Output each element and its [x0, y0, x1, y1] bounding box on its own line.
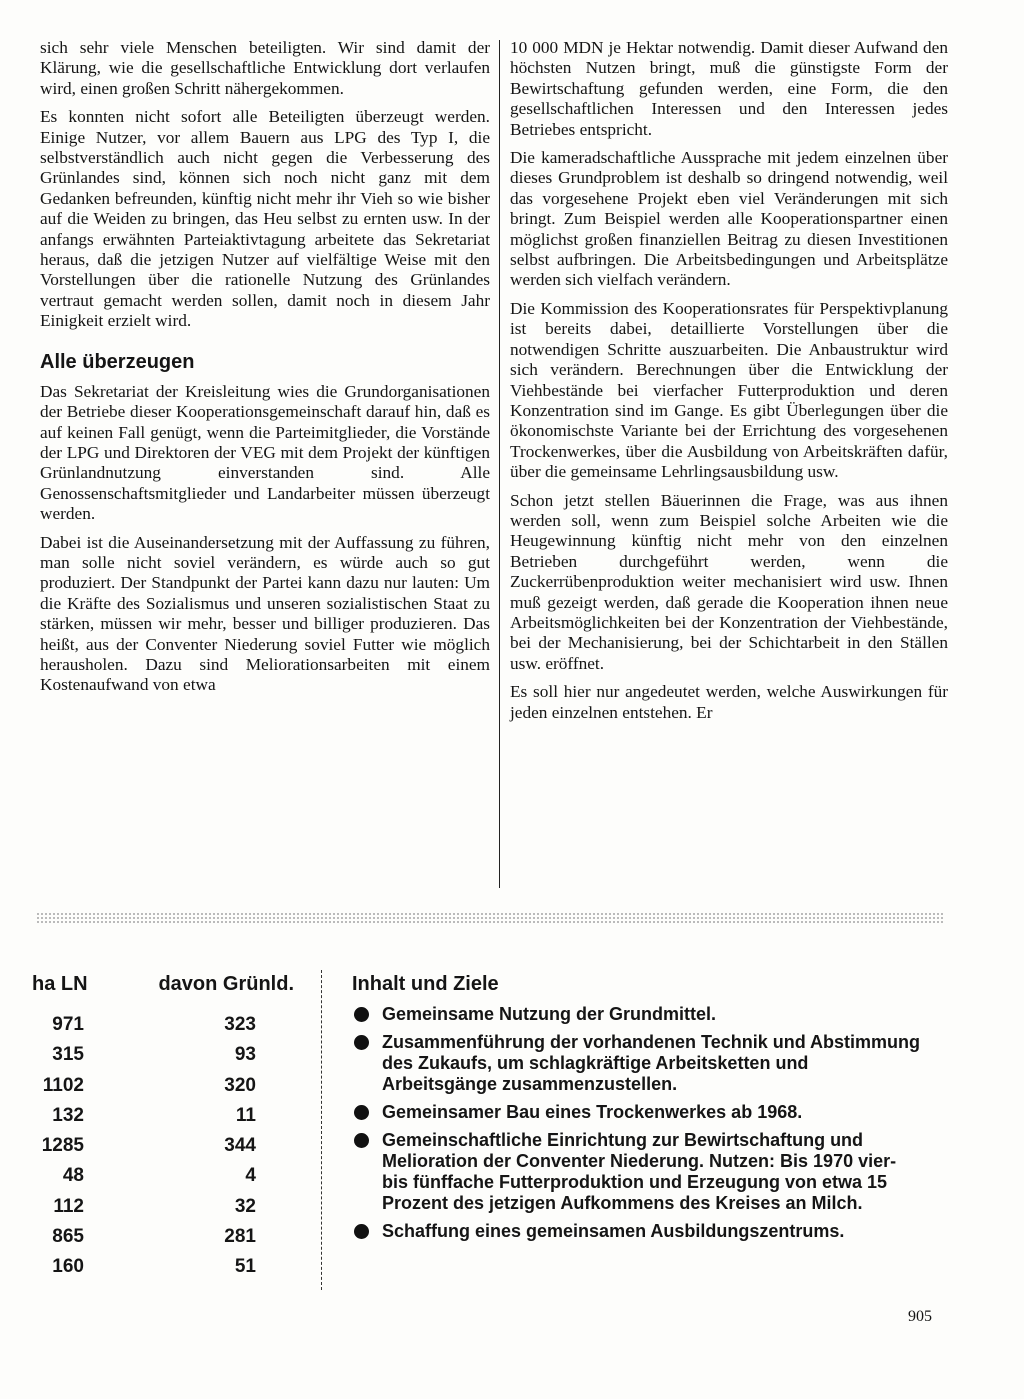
goal-text: Zusammenführung der vorhandenen Technik und Abstimmung des Zukaufs, um schlagkräftige Arbeitsketten und Arbeitsgänge zusammenzustellen.: [382, 1032, 921, 1094]
paragraph: Das Sekretariat der Kreisleitung wies die Grundorganisationen der Betriebe dieser Kooperationsgemeinschaft darauf hin, daß es auf keinen Fall genügt, wenn die Parteimitglieder, die Vorstände der LPG und Direktoren der VEG mit dem Projekt der künftigen Grünlandnutzung einverstanden sind. Alle Genossenschaftsmitglieder und Landarbeiter müssen überzeugt werden.: [40, 381, 490, 524]
cell-gruenland: 344: [224, 1135, 256, 1157]
table-row: [32, 1131, 294, 1161]
cell-ha-ln: 865: [52, 1226, 84, 1248]
header-ha-ln: ha LN: [32, 973, 88, 995]
header-gruenland: davon Grünld.: [158, 973, 294, 995]
table-row: [32, 1040, 294, 1070]
cell-ha-ln: 1285: [41, 1135, 84, 1157]
bullet-icon: [354, 1133, 369, 1148]
cell-gruenland: 4: [245, 1165, 256, 1187]
table-row: [32, 1192, 294, 1222]
bullet-icon: [354, 1007, 369, 1022]
table-row: [32, 1010, 294, 1040]
column-divider: [499, 40, 500, 888]
section-heading: Alle überzeugen: [40, 350, 195, 373]
bullet-icon: [354, 1105, 369, 1120]
cell-ha-ln: 315: [52, 1044, 84, 1066]
cell-gruenland: 281: [224, 1226, 256, 1248]
goals-box: [352, 970, 924, 1249]
goals-title: Inhalt und Ziele: [352, 973, 499, 995]
cell-gruenland: 32: [234, 1195, 256, 1217]
paragraph: Es konnten nicht sofort alle Beteiligten überzeugt werden. Einige Nutzer, vor allem Bauern aus LPG des Typ I, die selbstverständlich auch nicht gegen die Verbesserung des Grünlandes sind, können sich noch nicht ganz mit dem Gedanken befreunden, künftig nicht mehr ihr Vieh so wie bisher auf die Weiden zu bringen, das Heu selbst zu ernten usw. In der anfangs erwähnten Parteiaktivtagung arbeitete das Sekretariat heraus, daß die jetzigen Nutzer auf vielfältige Weise mit den Vorstellungen über die rationelle Nutzung des Grünlandes vertraut gemacht werden sollen, damit noch in diesem Jahr Einigkeit erzielt wird.: [40, 107, 490, 331]
right-text-column: [510, 38, 948, 731]
cell-ha-ln: 971: [52, 1014, 84, 1035]
table-row: [32, 1101, 294, 1131]
paragraph: Dabei ist die Auseinandersetzung mit der Auffassung zu führen, man solle nicht soviel verändern, es würde auch so gut produziert. Der Standpunkt der Partei kann dazu nur lauten: Um die Kräfte des Sozialismus und unseren sozialistischen Staat zu stärken, müssen wir mehr, besser und billiger produzieren. Das heißt, aus der Conventer Niederung soviel Futter wie möglich herausholen. Dazu sind Meliorationsarbeiten mit einem Kostenaufwand von etwa: [40, 532, 490, 695]
cell-gruenland: 93: [234, 1044, 256, 1066]
goal-text: Gemeinsame Nutzung der Grundmittel.: [382, 1004, 717, 1024]
list-item: [352, 1004, 924, 1025]
land-table: [32, 970, 294, 1283]
list-item: [352, 1102, 924, 1123]
bullet-icon: [354, 1224, 369, 1239]
table-row: [32, 1252, 294, 1282]
table-row: [32, 1222, 294, 1252]
cell-gruenland: 320: [224, 1074, 256, 1096]
list-item: [352, 1130, 924, 1214]
paragraph: 10 000 MDN je Hektar notwendig. Damit dieser Aufwand den höchsten Nutzen bringt, muß die günstigste Form der Bewirtschaftung gefunden werden, eine Form, die den gesellschaftlichen Interessen und den Interessen jedes Betriebes entspricht.: [510, 38, 948, 139]
table-row: [32, 1161, 294, 1191]
list-item: [352, 1221, 924, 1242]
page-number: 905: [908, 1308, 932, 1325]
cell-ha-ln: 112: [53, 1195, 84, 1217]
list-item: [352, 1032, 924, 1095]
paragraph: Es soll hier nur angedeutet werden, welche Auswirkungen für jeden einzelnen entstehen. Er: [510, 682, 948, 722]
goal-text: Schaffung eines gemeinsamen Ausbildungszentrums.: [382, 1221, 845, 1241]
bullet-icon: [354, 1035, 369, 1050]
paragraph: sich sehr viele Menschen beteiligten. Wir sind damit der Klärung, wie die gesellschaftliche Entwicklung dort verlaufen wird, einen großen Schritt nähergekommen.: [40, 38, 490, 98]
left-text-column: [40, 38, 490, 704]
paragraph: Die kameradschaftliche Aussprache mit jedem einzelnen über dieses Grundproblem ist deshalb so dringend notwendig, weil das vorgesehene Projekt eben viel Veränderungen mit sich bringt. Zum Beispiel werden alle Kooperationspartner einen möglichst großen finanziellen Beitrag zu diesen Investitionen selbst aufbringen. Die Arbeitsbedingungen und Arbeitsplätze werden sich vielfach verändern.: [510, 148, 948, 290]
cell-gruenland: 323: [224, 1014, 256, 1035]
cell-ha-ln: 1102: [42, 1074, 84, 1096]
goal-text: Gemeinsamer Bau eines Trockenwerkes ab 1968.: [382, 1102, 803, 1122]
cell-ha-ln: 48: [62, 1165, 84, 1187]
box-divider: [321, 970, 322, 1290]
cell-ha-ln: 132: [52, 1104, 84, 1126]
table-row: [32, 1071, 294, 1101]
cell-gruenland: 11: [235, 1104, 256, 1126]
paragraph: Schon jetzt stellen Bäuerinnen die Frage, was aus ihnen werden soll, wenn zum Beispiel solche Arbeiten wie die Heugewinnung künftig nicht mehr von den einzelnen Betrieben durchgeführt werden, wenn die Zuckerrübenproduktion weiter mechanisiert wird usw. Ihnen muß gezeigt werden, daß gerade die Kooperation ihnen neue Arbeitsmöglichkeiten bei der Konzentration der Viehbestände, bei der Mechanisierung, bei der Schichtarbeit in den Ställen usw. eröffnet.: [510, 490, 948, 673]
cell-ha-ln: 160: [52, 1256, 84, 1278]
goal-text: Gemeinschaftliche Einrichtung zur Bewirtschaftung und Melioration der Conventer Niederung. Nutzen: Bis 1970 vier- bis fünffache Futterproduktion und Erzeugung von etwa 15 Prozent des jetzigen Aufkommens des Kreises an Milch.: [382, 1130, 897, 1213]
table-header: [32, 970, 294, 998]
goals-list: [352, 1004, 924, 1242]
dotted-separator: [36, 912, 944, 924]
paragraph: Die Kommission des Kooperationsrates für Perspektivplanung ist bereits dabei, detaillierte Vorstellungen über die notwendigen Schritte auszuarbeiten. Die Anbaustruktur wird sich verändern. Berechnungen über die Entwicklung der Viehbestände bei vierfacher Futterproduktion und deren Konzentration sind im Gange. Es gibt Überlegungen über die ökonomischste Variante bei der Errichtung des vorgesehenen Trockenwerkes, über die Ausbildung von Arbeitskräften dafür, über die gemeinsame Lehrlingsausbildung usw.: [510, 298, 948, 482]
cell-gruenland: 51: [234, 1256, 256, 1278]
